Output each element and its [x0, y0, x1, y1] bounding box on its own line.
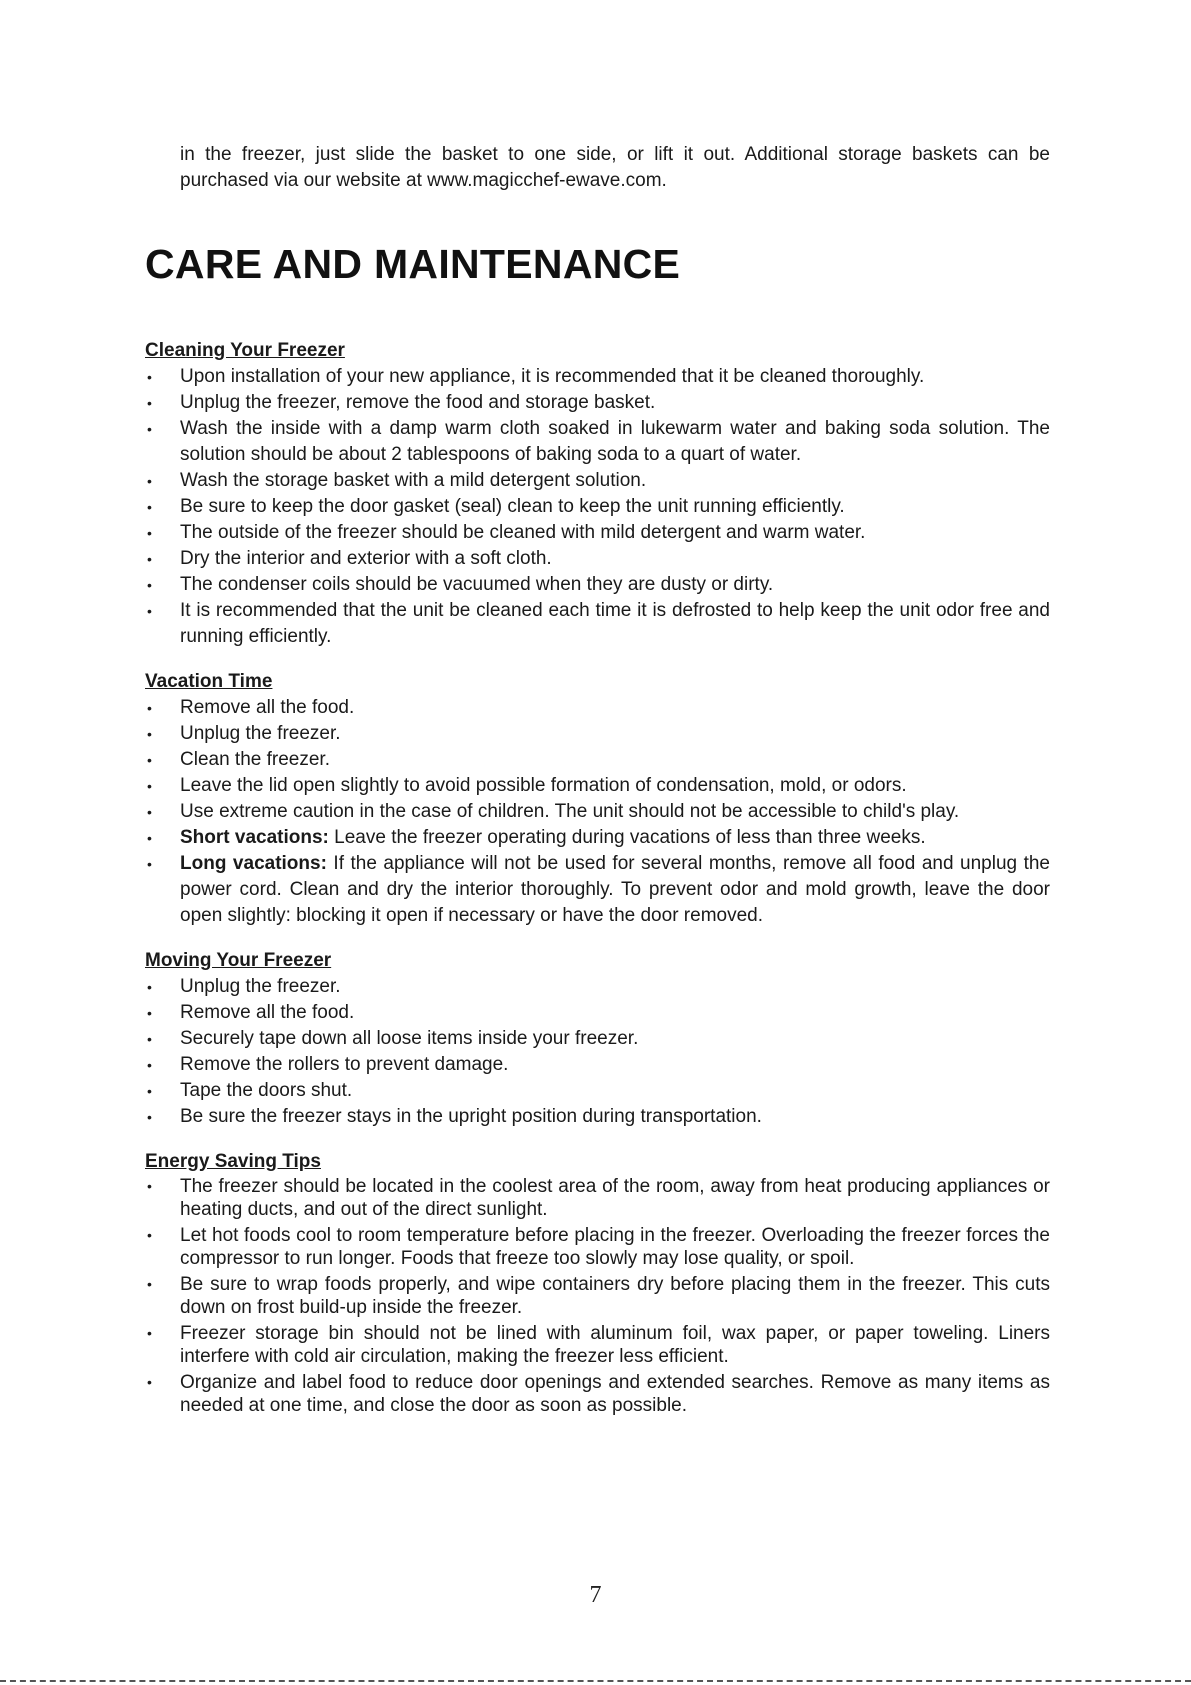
- section-heading-vacation: Vacation Time: [145, 671, 273, 692]
- bullet-icon: •: [147, 1005, 152, 1021]
- bullet-icon: •: [147, 1083, 152, 1099]
- list-item: [145, 1026, 1050, 1052]
- list-item-text: Remove all the food.: [180, 1002, 355, 1023]
- list-item: [145, 695, 1050, 721]
- list-item: [145, 1104, 1050, 1130]
- bullet-icon: •: [147, 1109, 152, 1125]
- bullet-icon: •: [147, 1031, 152, 1047]
- list-item: [145, 747, 1050, 773]
- long-vacations-text: If the appliance will not be used for several months, remove all food and unplug the power cord. Clean and dry the interior thoroughly. To prevent odor and mold growth, leave the door open slightly: blocking it open if necessary or have the door removed.: [180, 853, 1050, 926]
- list-item: [145, 974, 1050, 1000]
- list-item-text: Freezer storage bin should not be lined with aluminum foil, wax paper, or paper toweling. Liners interfere with cold air circulation, making the freezer less efficient.: [180, 1323, 1050, 1367]
- list-item: [145, 546, 1050, 572]
- bullet-icon: •: [147, 752, 152, 768]
- list-item: [145, 773, 1050, 799]
- page-number: 7: [589, 1582, 602, 1608]
- list-item-text: Clean the freezer.: [180, 749, 330, 770]
- bullet-icon: •: [147, 577, 152, 593]
- list-item-text: Upon installation of your new appliance, it is recommended that it be cleaned thoroughly.: [180, 366, 925, 387]
- bullet-icon: •: [147, 700, 152, 716]
- bullet-icon: •: [147, 1374, 152, 1390]
- bullet-icon: •: [147, 979, 152, 995]
- list-item-text: Let hot foods cool to room temperature before placing in the freezer. Overloading the freezer forces the compressor to run longer. Foods that freeze too slowly may lose quality, or spoil.: [180, 1225, 1050, 1269]
- list-item: [145, 1078, 1050, 1104]
- energy-list: [145, 1175, 1050, 1417]
- section-heading-cleaning: Cleaning Your Freezer: [145, 340, 345, 361]
- list-item-text: Leave the lid open slightly to avoid possible formation of condensation, mold, or odors.: [180, 775, 907, 796]
- list-item: [145, 1175, 1050, 1221]
- list-item-text: It is recommended that the unit be cleaned each time it is defrosted to help keep the unit odor free and running efficiently.: [180, 600, 1050, 647]
- vacation-list: [145, 695, 1050, 929]
- section-vacation: [145, 669, 1050, 929]
- list-item: [145, 494, 1050, 520]
- bullet-icon: •: [147, 1057, 152, 1073]
- list-item-text: Use extreme caution in the case of children. The unit should not be accessible to child's play.: [180, 801, 960, 822]
- list-item: [145, 721, 1050, 747]
- bullet-icon: •: [147, 473, 152, 489]
- list-item-text: Tape the doors shut.: [180, 1080, 353, 1101]
- list-item-text: Unplug the freezer.: [180, 976, 341, 997]
- list-item: [145, 468, 1050, 494]
- bullet-icon: •: [147, 726, 152, 742]
- list-item-text: Unplug the freezer, remove the food and storage basket.: [180, 392, 656, 413]
- intro-paragraph: in the freezer, just slide the basket to one side, or lift it out. Additional storage baskets can be purchased via our website at www.magicchef-ewave.com.: [180, 144, 1050, 191]
- list-item: [145, 390, 1050, 416]
- bullet-icon: •: [147, 856, 152, 872]
- list-item: [145, 598, 1050, 650]
- bullet-icon: •: [147, 499, 152, 515]
- manual-page: [145, 142, 1050, 1417]
- moving-list: [145, 974, 1050, 1130]
- bullet-icon: •: [147, 778, 152, 794]
- list-item-text: The outside of the freezer should be cleaned with mild detergent and warm water.: [180, 522, 866, 543]
- bullet-icon: •: [147, 551, 152, 567]
- bullet-icon: •: [147, 603, 152, 619]
- list-item-text: Wash the inside with a damp warm cloth soaked in lukewarm water and baking soda solution. The solution should be about 2 tablespoons of baking soda to a quart of water.: [180, 418, 1050, 465]
- bullet-icon: •: [147, 1178, 152, 1194]
- list-item-text: Organize and label food to reduce door openings and extended searches. Remove as many items as needed at one time, and close the door as soon as possible.: [180, 1372, 1050, 1416]
- bullet-icon: •: [147, 804, 152, 820]
- bullet-icon: •: [147, 525, 152, 541]
- list-item: [145, 1052, 1050, 1078]
- list-item-text: The condenser coils should be vacuumed when they are dusty or dirty.: [180, 574, 774, 595]
- list-item-text: Securely tape down all loose items inside your freezer.: [180, 1028, 639, 1049]
- list-item: [145, 364, 1050, 390]
- list-item-text: Wash the storage basket with a mild detergent solution.: [180, 470, 647, 491]
- list-item-text: Remove all the food.: [180, 697, 355, 718]
- list-item-text: Unplug the freezer.: [180, 723, 341, 744]
- bullet-icon: •: [147, 1325, 152, 1341]
- section-moving: [145, 948, 1050, 1130]
- page-title: CARE AND MAINTENANCE: [145, 241, 681, 287]
- list-item-text: Be sure the freezer stays in the upright position during transportation.: [180, 1106, 762, 1127]
- short-vacations-label: Short vacations:: [180, 827, 329, 848]
- section-heading-moving: Moving Your Freezer: [145, 950, 332, 971]
- bullet-icon: •: [147, 421, 152, 437]
- short-vacations-text: Leave the freezer operating during vacations of less than three weeks.: [328, 827, 926, 848]
- list-item: [145, 572, 1050, 598]
- list-item-long-vacations: [145, 851, 1050, 929]
- bullet-icon: •: [147, 1276, 152, 1292]
- bullet-icon: •: [147, 1227, 152, 1243]
- cleaning-list: [145, 364, 1050, 650]
- list-item: [145, 1322, 1050, 1368]
- list-item: [145, 1224, 1050, 1270]
- list-item-text: Remove the rollers to prevent damage.: [180, 1054, 509, 1075]
- scan-edge-divider: [0, 1680, 1191, 1682]
- list-item: [145, 799, 1050, 825]
- list-item: [145, 520, 1050, 546]
- bullet-icon: •: [147, 830, 152, 846]
- list-item-text: Dry the interior and exterior with a soft cloth.: [180, 548, 552, 569]
- section-cleaning: [145, 338, 1050, 650]
- list-item: [145, 416, 1050, 468]
- bullet-icon: •: [147, 395, 152, 411]
- list-item-text: Be sure to wrap foods properly, and wipe containers dry before placing them in the freezer. This cuts down on frost build-up inside the freezer.: [180, 1274, 1050, 1318]
- long-vacations-label: Long vacations:: [180, 853, 327, 874]
- section-energy: [145, 1149, 1050, 1417]
- list-item: [145, 1371, 1050, 1417]
- section-heading-energy: Energy Saving Tips: [145, 1151, 321, 1172]
- list-item: [145, 1000, 1050, 1026]
- list-item-text: The freezer should be located in the coolest area of the room, away from heat producing appliances or heating ducts, and out of the direct sunlight.: [180, 1176, 1050, 1220]
- list-item-text: Be sure to keep the door gasket (seal) clean to keep the unit running efficiently.: [180, 496, 845, 517]
- list-item: [145, 1273, 1050, 1319]
- list-item-short-vacations: [145, 825, 1050, 851]
- bullet-icon: •: [147, 369, 152, 385]
